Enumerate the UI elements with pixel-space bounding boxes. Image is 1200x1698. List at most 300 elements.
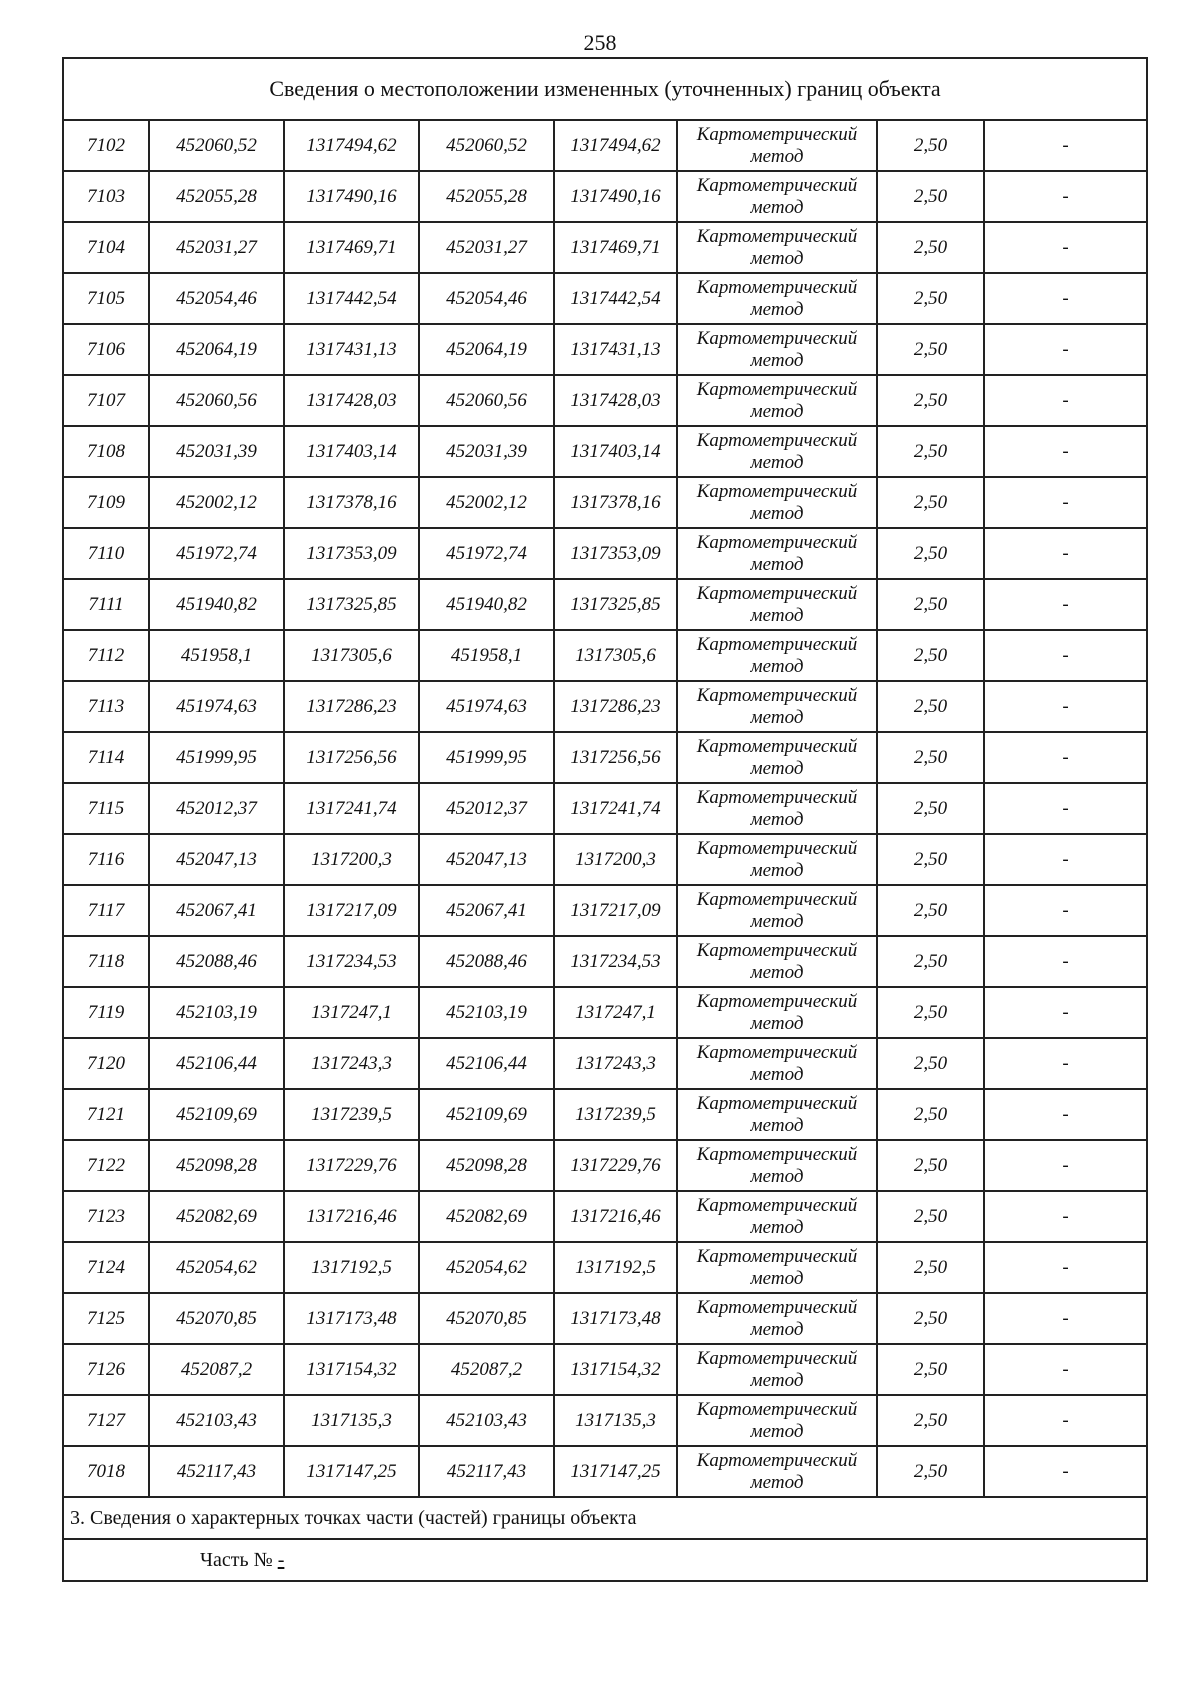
cell-x-old: 452117,43 bbox=[149, 1446, 284, 1497]
method-line-1: Картометрический bbox=[696, 1398, 858, 1420]
cell-point: 7120 bbox=[63, 1038, 149, 1089]
cell-x-new: 452064,19 bbox=[419, 324, 554, 375]
cell-method bbox=[677, 987, 877, 1038]
cell-x-new: 452054,62 bbox=[419, 1242, 554, 1293]
cell-y-new: 1317256,56 bbox=[554, 732, 677, 783]
method-line-1: Картометрический bbox=[696, 531, 858, 553]
cell-y-old: 1317431,13 bbox=[284, 324, 419, 375]
cell-point: 7115 bbox=[63, 783, 149, 834]
cell-accuracy: 2,50 bbox=[877, 426, 984, 477]
cell-note: - bbox=[984, 732, 1147, 783]
method-line-1: Картометрический bbox=[696, 837, 858, 859]
method-line-1: Картометрический bbox=[696, 1347, 858, 1369]
method-line-2: метод bbox=[750, 1165, 804, 1187]
cell-point: 7113 bbox=[63, 681, 149, 732]
cell-x-new: 452117,43 bbox=[419, 1446, 554, 1497]
cell-note: - bbox=[984, 222, 1147, 273]
cell-y-old: 1317469,71 bbox=[284, 222, 419, 273]
cell-accuracy: 2,50 bbox=[877, 579, 984, 630]
cell-accuracy: 2,50 bbox=[877, 1293, 984, 1344]
cell-accuracy: 2,50 bbox=[877, 1344, 984, 1395]
cell-x-old: 451958,1 bbox=[149, 630, 284, 681]
cell-y-old: 1317229,76 bbox=[284, 1140, 419, 1191]
cell-accuracy: 2,50 bbox=[877, 120, 984, 171]
cell-y-old: 1317147,25 bbox=[284, 1446, 419, 1497]
cell-point: 7108 bbox=[63, 426, 149, 477]
cell-y-new: 1317431,13 bbox=[554, 324, 677, 375]
cell-y-old: 1317403,14 bbox=[284, 426, 419, 477]
cell-x-old: 452106,44 bbox=[149, 1038, 284, 1089]
method-line-1: Картометрический bbox=[696, 276, 858, 298]
method-line-2: метод bbox=[750, 196, 804, 218]
cell-y-old: 1317154,32 bbox=[284, 1344, 419, 1395]
cell-y-old: 1317490,16 bbox=[284, 171, 419, 222]
cell-point: 7018 bbox=[63, 1446, 149, 1497]
method-line-2: метод bbox=[750, 502, 804, 524]
cell-note: - bbox=[984, 630, 1147, 681]
cell-method bbox=[677, 1395, 877, 1446]
cell-point: 7127 bbox=[63, 1395, 149, 1446]
cell-x-old: 452031,39 bbox=[149, 426, 284, 477]
cell-method bbox=[677, 1140, 877, 1191]
method-line-1: Картометрический bbox=[696, 1245, 858, 1267]
cell-note: - bbox=[984, 1446, 1147, 1497]
cell-accuracy: 2,50 bbox=[877, 171, 984, 222]
cell-method bbox=[677, 324, 877, 375]
cell-x-old: 452082,69 bbox=[149, 1191, 284, 1242]
cell-method bbox=[677, 477, 877, 528]
method-line-1: Картометрический bbox=[696, 123, 858, 145]
cell-y-old: 1317173,48 bbox=[284, 1293, 419, 1344]
method-line-1: Картометрический bbox=[696, 174, 858, 196]
cell-x-new: 451974,63 bbox=[419, 681, 554, 732]
cell-point: 7112 bbox=[63, 630, 149, 681]
cell-y-new: 1317469,71 bbox=[554, 222, 677, 273]
table-header-row bbox=[63, 58, 1147, 120]
cell-y-new: 1317173,48 bbox=[554, 1293, 677, 1344]
method-line-2: метод bbox=[750, 706, 804, 728]
cell-method bbox=[677, 528, 877, 579]
cell-note: - bbox=[984, 783, 1147, 834]
cell-y-new: 1317403,14 bbox=[554, 426, 677, 477]
method-line-1: Картометрический bbox=[696, 684, 858, 706]
cell-x-new: 451972,74 bbox=[419, 528, 554, 579]
table-row bbox=[63, 120, 1147, 171]
table-row bbox=[63, 1344, 1147, 1395]
table-row bbox=[63, 222, 1147, 273]
cell-method bbox=[677, 273, 877, 324]
cell-x-new: 452060,56 bbox=[419, 375, 554, 426]
cell-point: 7123 bbox=[63, 1191, 149, 1242]
method-line-1: Картометрический bbox=[696, 990, 858, 1012]
cell-method bbox=[677, 579, 877, 630]
cell-point: 7103 bbox=[63, 171, 149, 222]
cell-x-old: 452012,37 bbox=[149, 783, 284, 834]
cell-y-old: 1317241,74 bbox=[284, 783, 419, 834]
method-line-2: метод bbox=[750, 1012, 804, 1034]
method-line-1: Картометрический bbox=[696, 1194, 858, 1216]
section3-title: 3. Сведения о характерных точках части (частей) границы объекта bbox=[63, 1497, 1147, 1539]
method-line-2: метод bbox=[750, 1216, 804, 1238]
cell-y-new: 1317325,85 bbox=[554, 579, 677, 630]
table-rows bbox=[63, 120, 1147, 1497]
method-line-2: метод bbox=[750, 1063, 804, 1085]
part-cell bbox=[63, 1539, 1147, 1581]
cell-x-new: 452002,12 bbox=[419, 477, 554, 528]
cell-x-new: 452070,85 bbox=[419, 1293, 554, 1344]
cell-method bbox=[677, 1293, 877, 1344]
cell-method bbox=[677, 885, 877, 936]
method-line-2: метод bbox=[750, 961, 804, 983]
cell-note: - bbox=[984, 1191, 1147, 1242]
table-row bbox=[63, 1395, 1147, 1446]
cell-y-new: 1317217,09 bbox=[554, 885, 677, 936]
cell-x-new: 452082,69 bbox=[419, 1191, 554, 1242]
cell-method bbox=[677, 171, 877, 222]
cell-accuracy: 2,50 bbox=[877, 681, 984, 732]
cell-method bbox=[677, 1191, 877, 1242]
method-line-2: метод bbox=[750, 349, 804, 371]
method-line-1: Картометрический bbox=[696, 1041, 858, 1063]
cell-x-new: 452087,2 bbox=[419, 1344, 554, 1395]
method-line-1: Картометрический bbox=[696, 429, 858, 451]
cell-method bbox=[677, 936, 877, 987]
cell-y-old: 1317234,53 bbox=[284, 936, 419, 987]
cell-accuracy: 2,50 bbox=[877, 1140, 984, 1191]
method-line-1: Картометрический bbox=[696, 1449, 858, 1471]
cell-note: - bbox=[984, 681, 1147, 732]
cell-accuracy: 2,50 bbox=[877, 375, 984, 426]
cell-x-old: 452064,19 bbox=[149, 324, 284, 375]
table-row bbox=[63, 324, 1147, 375]
cell-y-old: 1317353,09 bbox=[284, 528, 419, 579]
cell-method bbox=[677, 834, 877, 885]
cell-y-new: 1317239,5 bbox=[554, 1089, 677, 1140]
cell-point: 7118 bbox=[63, 936, 149, 987]
cell-note: - bbox=[984, 1344, 1147, 1395]
cell-y-old: 1317428,03 bbox=[284, 375, 419, 426]
cell-note: - bbox=[984, 1140, 1147, 1191]
cell-note: - bbox=[984, 528, 1147, 579]
method-line-1: Картометрический bbox=[696, 327, 858, 349]
cell-x-new: 452060,52 bbox=[419, 120, 554, 171]
cell-y-new: 1317305,6 bbox=[554, 630, 677, 681]
cell-accuracy: 2,50 bbox=[877, 630, 984, 681]
table-row bbox=[63, 1446, 1147, 1497]
method-line-2: метод bbox=[750, 1318, 804, 1340]
cell-accuracy: 2,50 bbox=[877, 1191, 984, 1242]
cell-y-new: 1317494,62 bbox=[554, 120, 677, 171]
table-row bbox=[63, 1293, 1147, 1344]
method-line-2: метод bbox=[750, 298, 804, 320]
section3-row bbox=[63, 1497, 1147, 1539]
cell-point: 7114 bbox=[63, 732, 149, 783]
cell-x-old: 452070,85 bbox=[149, 1293, 284, 1344]
cell-accuracy: 2,50 bbox=[877, 936, 984, 987]
cell-note: - bbox=[984, 579, 1147, 630]
table-row bbox=[63, 171, 1147, 222]
cell-note: - bbox=[984, 171, 1147, 222]
method-line-2: метод bbox=[750, 247, 804, 269]
table-row bbox=[63, 1089, 1147, 1140]
cell-accuracy: 2,50 bbox=[877, 885, 984, 936]
cell-x-old: 451972,74 bbox=[149, 528, 284, 579]
cell-note: - bbox=[984, 1293, 1147, 1344]
method-line-1: Картометрический bbox=[696, 1143, 858, 1165]
cell-note: - bbox=[984, 885, 1147, 936]
cell-accuracy: 2,50 bbox=[877, 1242, 984, 1293]
cell-point: 7116 bbox=[63, 834, 149, 885]
cell-method bbox=[677, 630, 877, 681]
method-line-2: метод bbox=[750, 757, 804, 779]
cell-y-old: 1317256,56 bbox=[284, 732, 419, 783]
cell-y-new: 1317378,16 bbox=[554, 477, 677, 528]
cell-x-old: 452060,56 bbox=[149, 375, 284, 426]
method-line-1: Картометрический bbox=[696, 582, 858, 604]
cell-y-new: 1317353,09 bbox=[554, 528, 677, 579]
method-line-2: метод bbox=[750, 604, 804, 626]
cell-note: - bbox=[984, 426, 1147, 477]
method-line-1: Картометрический bbox=[696, 786, 858, 808]
method-line-2: метод bbox=[750, 1369, 804, 1391]
table-row bbox=[63, 630, 1147, 681]
cell-point: 7119 bbox=[63, 987, 149, 1038]
method-line-2: метод bbox=[750, 1114, 804, 1136]
cell-x-new: 452098,28 bbox=[419, 1140, 554, 1191]
cell-x-old: 452067,41 bbox=[149, 885, 284, 936]
cell-y-new: 1317442,54 bbox=[554, 273, 677, 324]
cell-x-new: 452103,43 bbox=[419, 1395, 554, 1446]
cell-x-old: 452087,2 bbox=[149, 1344, 284, 1395]
cell-point: 7111 bbox=[63, 579, 149, 630]
table-row bbox=[63, 528, 1147, 579]
cell-point: 7126 bbox=[63, 1344, 149, 1395]
cell-x-old: 451940,82 bbox=[149, 579, 284, 630]
page-number: 258 bbox=[583, 30, 617, 55]
cell-accuracy: 2,50 bbox=[877, 1446, 984, 1497]
cell-method bbox=[677, 1089, 877, 1140]
cell-y-old: 1317192,5 bbox=[284, 1242, 419, 1293]
cell-method bbox=[677, 426, 877, 477]
method-line-1: Картометрический bbox=[696, 735, 858, 757]
cell-x-old: 452098,28 bbox=[149, 1140, 284, 1191]
cell-accuracy: 2,50 bbox=[877, 783, 984, 834]
table-row bbox=[63, 426, 1147, 477]
method-line-1: Картометрический bbox=[696, 633, 858, 655]
method-line-1: Картометрический bbox=[696, 888, 858, 910]
method-line-2: метод bbox=[750, 451, 804, 473]
cell-y-old: 1317135,3 bbox=[284, 1395, 419, 1446]
cell-y-new: 1317243,3 bbox=[554, 1038, 677, 1089]
table-row bbox=[63, 987, 1147, 1038]
cell-accuracy: 2,50 bbox=[877, 1089, 984, 1140]
method-line-1: Картометрический bbox=[696, 1092, 858, 1114]
cell-point: 7104 bbox=[63, 222, 149, 273]
cell-y-new: 1317200,3 bbox=[554, 834, 677, 885]
table-row bbox=[63, 1140, 1147, 1191]
cell-method bbox=[677, 120, 877, 171]
cell-point: 7105 bbox=[63, 273, 149, 324]
cell-x-new: 452055,28 bbox=[419, 171, 554, 222]
cell-x-new: 452088,46 bbox=[419, 936, 554, 987]
cell-y-old: 1317325,85 bbox=[284, 579, 419, 630]
cell-accuracy: 2,50 bbox=[877, 273, 984, 324]
cell-note: - bbox=[984, 477, 1147, 528]
method-line-2: метод bbox=[750, 145, 804, 167]
cell-y-new: 1317428,03 bbox=[554, 375, 677, 426]
cell-method bbox=[677, 1242, 877, 1293]
cell-point: 7117 bbox=[63, 885, 149, 936]
cell-accuracy: 2,50 bbox=[877, 477, 984, 528]
cell-accuracy: 2,50 bbox=[877, 324, 984, 375]
cell-accuracy: 2,50 bbox=[877, 1038, 984, 1089]
cell-x-old: 451999,95 bbox=[149, 732, 284, 783]
table-row bbox=[63, 834, 1147, 885]
cell-method bbox=[677, 783, 877, 834]
cell-method bbox=[677, 375, 877, 426]
cell-y-new: 1317192,5 bbox=[554, 1242, 677, 1293]
cell-point: 7109 bbox=[63, 477, 149, 528]
cell-x-old: 452103,43 bbox=[149, 1395, 284, 1446]
table-row bbox=[63, 681, 1147, 732]
cell-accuracy: 2,50 bbox=[877, 834, 984, 885]
cell-x-new: 452067,41 bbox=[419, 885, 554, 936]
method-line-2: метод bbox=[750, 808, 804, 830]
cell-x-old: 452109,69 bbox=[149, 1089, 284, 1140]
method-line-1: Картометрический bbox=[696, 480, 858, 502]
cell-method bbox=[677, 222, 877, 273]
cell-x-new: 452031,39 bbox=[419, 426, 554, 477]
cell-point: 7107 bbox=[63, 375, 149, 426]
cell-point: 7110 bbox=[63, 528, 149, 579]
cell-point: 7122 bbox=[63, 1140, 149, 1191]
table-row bbox=[63, 273, 1147, 324]
cell-x-new: 452031,27 bbox=[419, 222, 554, 273]
cell-note: - bbox=[984, 324, 1147, 375]
cell-y-old: 1317217,09 bbox=[284, 885, 419, 936]
table-row bbox=[63, 936, 1147, 987]
cell-note: - bbox=[984, 1242, 1147, 1293]
cell-note: - bbox=[984, 834, 1147, 885]
cell-accuracy: 2,50 bbox=[877, 1395, 984, 1446]
cell-x-new: 452012,37 bbox=[419, 783, 554, 834]
cell-y-new: 1317154,32 bbox=[554, 1344, 677, 1395]
cell-x-old: 452055,28 bbox=[149, 171, 284, 222]
method-line-2: метод bbox=[750, 553, 804, 575]
cell-x-old: 452088,46 bbox=[149, 936, 284, 987]
cell-y-old: 1317442,54 bbox=[284, 273, 419, 324]
method-line-2: метод bbox=[750, 910, 804, 932]
cell-y-old: 1317494,62 bbox=[284, 120, 419, 171]
cell-note: - bbox=[984, 987, 1147, 1038]
cell-x-new: 451999,95 bbox=[419, 732, 554, 783]
cell-x-old: 452031,27 bbox=[149, 222, 284, 273]
cell-x-new: 451958,1 bbox=[419, 630, 554, 681]
table-row bbox=[63, 1038, 1147, 1089]
table-row bbox=[63, 579, 1147, 630]
table-row bbox=[63, 885, 1147, 936]
method-line-2: метод bbox=[750, 859, 804, 881]
cell-note: - bbox=[984, 120, 1147, 171]
method-line-2: метод bbox=[750, 655, 804, 677]
cell-x-old: 452054,62 bbox=[149, 1242, 284, 1293]
cell-note: - bbox=[984, 1395, 1147, 1446]
cell-x-old: 452103,19 bbox=[149, 987, 284, 1038]
cell-point: 7121 bbox=[63, 1089, 149, 1140]
cell-y-old: 1317305,6 bbox=[284, 630, 419, 681]
method-line-2: метод bbox=[750, 1267, 804, 1289]
cell-note: - bbox=[984, 1089, 1147, 1140]
cell-y-new: 1317286,23 bbox=[554, 681, 677, 732]
cell-x-old: 452054,46 bbox=[149, 273, 284, 324]
cell-y-new: 1317147,25 bbox=[554, 1446, 677, 1497]
method-line-1: Картометрический bbox=[696, 225, 858, 247]
cell-point: 7102 bbox=[63, 120, 149, 171]
cell-note: - bbox=[984, 375, 1147, 426]
cell-y-old: 1317378,16 bbox=[284, 477, 419, 528]
cell-note: - bbox=[984, 936, 1147, 987]
cell-method bbox=[677, 1344, 877, 1395]
cell-point: 7124 bbox=[63, 1242, 149, 1293]
cell-y-new: 1317241,74 bbox=[554, 783, 677, 834]
method-line-1: Картометрический bbox=[696, 378, 858, 400]
cell-y-old: 1317243,3 bbox=[284, 1038, 419, 1089]
cell-note: - bbox=[984, 273, 1147, 324]
part-label: Часть № bbox=[200, 1548, 273, 1571]
cell-x-old: 452002,12 bbox=[149, 477, 284, 528]
cell-y-old: 1317239,5 bbox=[284, 1089, 419, 1140]
table-row bbox=[63, 732, 1147, 783]
cell-point: 7125 bbox=[63, 1293, 149, 1344]
table-row bbox=[63, 375, 1147, 426]
cell-point: 7106 bbox=[63, 324, 149, 375]
cell-y-new: 1317247,1 bbox=[554, 987, 677, 1038]
cell-x-old: 452047,13 bbox=[149, 834, 284, 885]
cell-accuracy: 2,50 bbox=[877, 732, 984, 783]
cell-x-new: 451940,82 bbox=[419, 579, 554, 630]
cell-accuracy: 2,50 bbox=[877, 987, 984, 1038]
method-line-1: Картометрический bbox=[696, 1296, 858, 1318]
boundary-points-table bbox=[62, 57, 1148, 1582]
cell-x-old: 452060,52 bbox=[149, 120, 284, 171]
cell-note: - bbox=[984, 1038, 1147, 1089]
cell-x-old: 451974,63 bbox=[149, 681, 284, 732]
cell-y-new: 1317135,3 bbox=[554, 1395, 677, 1446]
cell-y-old: 1317216,46 bbox=[284, 1191, 419, 1242]
part-value: - bbox=[277, 1548, 285, 1571]
cell-y-old: 1317200,3 bbox=[284, 834, 419, 885]
table-title: Сведения о местоположении измененных (уточненных) границ объекта bbox=[63, 58, 1147, 120]
table-row bbox=[63, 477, 1147, 528]
method-line-2: метод bbox=[750, 1471, 804, 1493]
method-line-2: метод bbox=[750, 400, 804, 422]
table-row bbox=[63, 1191, 1147, 1242]
cell-y-old: 1317286,23 bbox=[284, 681, 419, 732]
cell-y-new: 1317216,46 bbox=[554, 1191, 677, 1242]
cell-x-new: 452109,69 bbox=[419, 1089, 554, 1140]
cell-method bbox=[677, 1446, 877, 1497]
cell-accuracy: 2,50 bbox=[877, 222, 984, 273]
cell-y-new: 1317234,53 bbox=[554, 936, 677, 987]
cell-y-old: 1317247,1 bbox=[284, 987, 419, 1038]
cell-x-new: 452054,46 bbox=[419, 273, 554, 324]
cell-y-new: 1317490,16 bbox=[554, 171, 677, 222]
table-row bbox=[63, 783, 1147, 834]
table-row bbox=[63, 1242, 1147, 1293]
cell-method bbox=[677, 681, 877, 732]
cell-y-new: 1317229,76 bbox=[554, 1140, 677, 1191]
method-line-1: Картометрический bbox=[696, 939, 858, 961]
